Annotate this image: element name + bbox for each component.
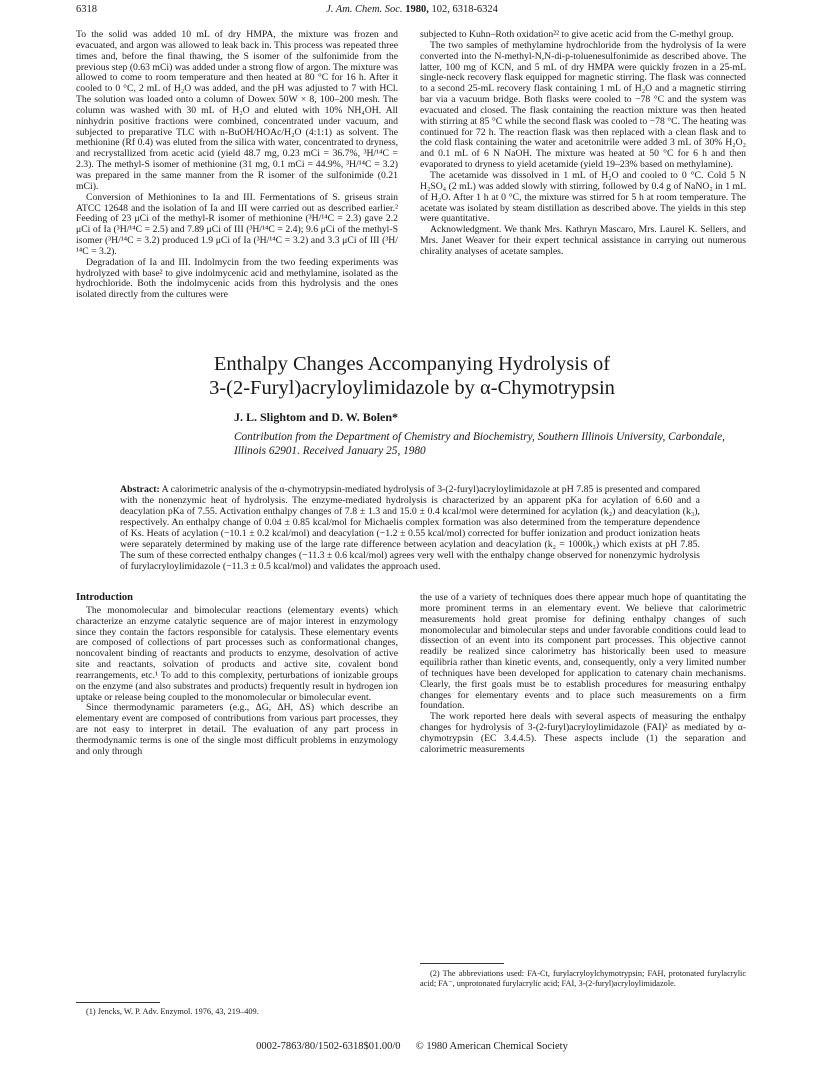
paragraph: the use of a variety of techniques does there appear much hope of quantitating the more prominent terms in an elementary event. We believe that calorimetric measurements hold great promise for defining enthalpy changes of such monomolecular and bimolecular steps and under favorable conditions could lead to dissection of an event into its component part processes. This objective cannot readily be realized since calorimetry has historically been used to measure equilibria rather than kinetic events, and, consequently, only a very limited number of techniques have been developed for application to catenary chain mechanisms. Clearly, the first goals must be to establish procedures for measuring enthalpy changes for elementary events and to place such measurements on a firm foundation.: [420, 592, 746, 712]
paragraph: The work reported here deals with several aspects of measuring the enthalpy changes for hydrolysis of 3-(2-furyl)acryloylimidazole (FAI)² as mediated by α-chymotrypsin (EC 3.4.4.5). These aspects include (1) the separation and calorimetric measurements: [420, 711, 746, 755]
affiliation: Contribution from the Department of Chemistry and Biochemistry, Southern Illinois University, Carbondale, Illinois 62901. Received January 25, 1980: [234, 431, 725, 457]
previous-article-left-column: [76, 30, 398, 301]
paragraph: Since thermodynamic parameters (e.g., ΔG, ΔH, ΔS) which describe an elementary event are composed of contributions from various part processes, they are not easy to interpret in detail. The evaluation of any part process in thermodynamic terms is one of the single most difficult problems in enzymology and only through: [76, 702, 398, 757]
footnote-text: (1) Jencks, W. P. Adv. Enzymol. 1976, 43, 219–409.: [86, 1007, 259, 1016]
journal-volume-pages: 102, 6318-6324: [428, 4, 498, 15]
footnote-right: [420, 963, 746, 989]
section-heading: Introduction: [76, 592, 133, 603]
footnote-text: (2) The abbreviations used: FA-Ct, furylacryloylchymotrypsin; FAH, protonated furylacrylic acid; FA⁻, unprotonated furylacrylic acid; FAI, 3-(2-furyl)acryloylimidazole.: [420, 969, 746, 988]
paragraph: To the solid was added 10 mL of dry HMPA, the mixture was frozen and evacuated, and argon was allowed to leak back in. This process was repeated three times and, before the final thawing, the S isomer of the sulfonimide from the previous step (0.63 mCi) was added under a strong flow of argon. The mixture was allowed to come to room temperature and then heated at 80 °C for 16 h. After it cooled to 0 °C, 2 mL of H₂O was added, and the pH was adjusted to 7 with HCl. The solution was loaded onto a column of Dowex 50W × 8, 100–200 mesh. The column was washed with 30 mL of H₂O and eluted with 10% NH₄OH. All ninhydrin positive fractions were combined, concentrated under vacuum, and subjected to preparative TLC with n-BuOH/HOAc/H₂O (4:1:1) as solvent. The methionine (Rf 0.4) was eluted from the silica with water, concentrated to dryness, and recrystallized from acetic acid (yield 48.7 mg, 0.23 mCi = 36.7%, ³H/¹⁴C = 2.3). The methyl-S isomer of methionine (31 mg, 0.1 mCi = 44.9%, ³H/¹⁴C = 3.2) was prepared in the same manner from the R isomer of the sulfonimide (0.21 mCi).: [76, 29, 398, 192]
introduction-right-column: [420, 593, 746, 756]
paragraph: The two samples of methylamine hydrochloride from the hydrolysis of Ia were converted into the N-methyl-N,N-di-p-toluenesulfonimide as described above. The latter, 100 mg of KCN, and 5 mL of dry HMPA were quickly frozen in a 25-mL single-neck recovery flask equipped for magnetic stirring. The flask was connected to a second 25-mL recovery flask containing 1 mL of H₂O and a magnetic stirring bar via a vacuum bridge. Both flasks were cooled to −78 °C and the system was evacuated and closed. The flask containing the reaction mixture was then heated with stirring at 85 °C while the second flask was cooled to −78 °C. The heating was continued for 72 h. The reaction flask was then replaced with a clean flask and to the cold flask containing the water and acetonitrile were added 3 mL of 30% H₂O₂ and 0.1 mL of 6 N NaOH. The mixture was heated at 50 °C for 6 h and then evaporated to dryness to yield acetamide (yield 19–23% based on methylamine).: [420, 39, 746, 171]
journal-citation: [76, 4, 748, 15]
paragraph: subjected to Kuhn–Roth oxidation²² to give acetic acid from the C-methyl group.: [420, 29, 734, 40]
article-code: 0002-7863/80/1502-6318$01.00/0: [256, 1041, 401, 1052]
introduction-left-column: [76, 593, 398, 758]
footnote-rule: [420, 963, 504, 964]
paragraph: Conversion of Methionines to Ia and III. Fermentations of S. griseus strain ATCC 12648 and the isolation of Ia and III were carried out as described earlier.² Feeding of 23 μCi of the methyl-R isomer of methionine (³H/¹⁴C = 2.3) gave 2.2 μCi of Ia (³H/¹⁴C = 2.5) and 7.89 μCi of III (³H/¹⁴C = 2.4); 9.6 μCi of the methyl-S isomer (³H/¹⁴C = 3.2) produced 1.9 μCi of Ia (³H/¹⁴C = 3.2) and 3.3 μCi of III (³H/¹⁴C = 3.2).: [76, 191, 398, 257]
abstract: [120, 485, 700, 573]
paragraph: Degradation of Ia and III. Indolmycin from the two feeding experiments was hydrolyzed with base² to give indolmycenic acid and methylamine, isolated as the hydrochloride. Both the indolmycenic acids from this hydrolysis and the ones isolated directly from the cultures were: [76, 256, 398, 301]
copyright: © 1980 American Chemical Society: [415, 1041, 568, 1052]
running-header: [76, 4, 748, 18]
title-line: 3-(2-Furyl)acryloylimidazole by α-Chymotrypsin: [209, 377, 615, 399]
abstract-text: A calorimetric analysis of the α-chymotrypsin-mediated hydrolysis of 3-(2-furyl)acryloylimidazole at pH 7.85 is presented and compared with the nonenzymic heat of hydrolysis. The enzyme-mediated hydrolysis is characterized by an apparent pKa for acylation of 6.60 and a deacylation pKa of 7.55. Activation enthalpy changes of 7.8 ± 1.3 and 15.0 ± 0.4 kcal/mol were determined for acylation (k₂) and deacylation (k₃), respectively. An enthalpy change of 0.04 ± 0.85 kcal/mol for Michaelis complex formation was also determined from the temperature dependence of Ks. Heats of acylation (−10.1 ± 0.2 kcal/mol) and deacylation (−1.2 ± 0.55 kcal/mol) corrected for buffer ionization and product ionization heats were separately determined by making use of the large rate difference between acylation and deacylation (k₂ = 1000k₃) which exists at pH 7.85. The sum of these corrected enthalpy changes (−11.3 ± 0.6 kcal/mol) agrees very well with the enthalpy change observed for nonenzymic hydrolysis of furylacryloylimidazole (−11.3 ± 0.5 kcal/mol) and validates the approach used.: [120, 484, 701, 572]
title-line: Enthalpy Changes Accompanying Hydrolysis of: [213, 353, 611, 375]
acknowledgment: Acknowledgment. We thank Mrs. Kathryn Mascaro, Mrs. Laurel K. Sellers, and Mrs. Janet Weaver for their expert technical assistance in carrying out numerous chirality analyses of acetate samples.: [420, 224, 746, 257]
abstract-label: Abstract:: [120, 484, 160, 495]
paragraph: The acetamide was dissolved in 1 mL of H₂O and cooled to 0 °C. Cold 5 N H₂SO₄ (2 mL) was added slowly with stirring, followed by 0.4 g of NaNO₂ in 1 mL of H₂O. After 1 h at 0 °C, the mixture was stirred for 5 h at room temperature. The acetate was isolated by steam distillation as described above. The yields in this step were quantitative.: [420, 169, 746, 225]
footnote-left: [76, 1002, 398, 1017]
footnote-rule: [76, 1002, 160, 1003]
journal-name: J. Am. Chem. Soc.: [326, 4, 403, 15]
page-footer: [76, 1041, 748, 1052]
journal-year: 1980,: [405, 4, 429, 15]
authors: J. L. Slightom and D. W. Bolen*: [234, 410, 399, 424]
paragraph: The monomolecular and bimolecular reactions (elementary events) which characterize an enzyme catalytic sequence are of major interest in enzymology since they contain the factors responsible for catalysis. These elementary events are composed of collections of part processes such as conformational changes, noncovalent binding of reactants and products to enzyme, desolvation of active site and reactants, solvation of products and active site, covalent bond rearrangements, etc.¹ To add to this complexity, perturbations of ionizable groups on the enzyme (and also substrates and products) frequently result in hydrogen ion uptake or release being coupled to the monomolecular or bimolecular event.: [76, 604, 398, 703]
article-title: [120, 352, 704, 400]
previous-article-right-column: [420, 30, 746, 258]
page-number: 6318: [76, 4, 97, 15]
